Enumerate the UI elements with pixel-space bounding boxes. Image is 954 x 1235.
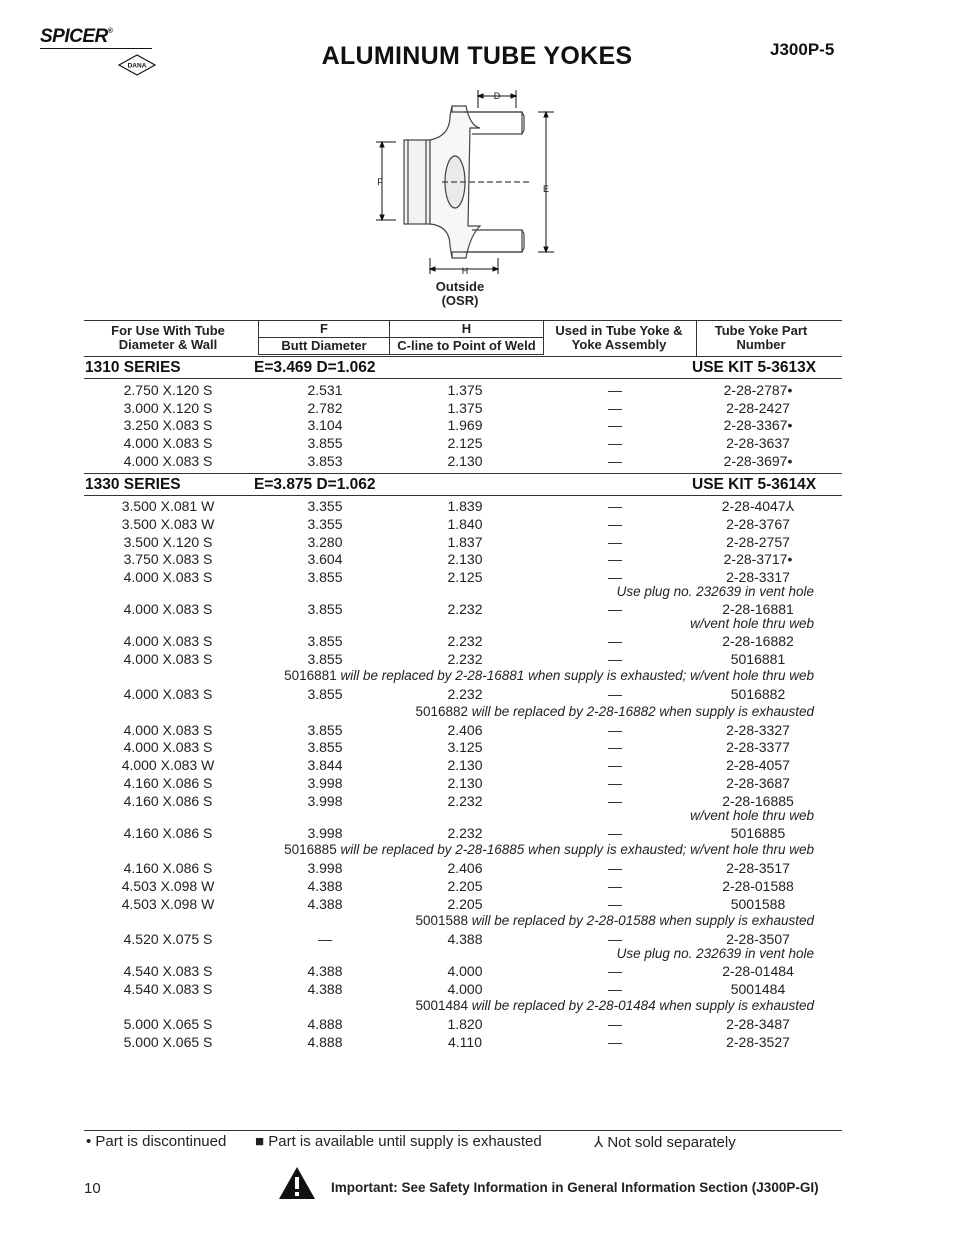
row-note: 5001484 will be replaced by 2-28-01484 when supply is exhausted <box>415 998 814 1013</box>
table-row: 4.503 X.098 W 4.388 2.205 — 5001588 <box>121 896 786 912</box>
table-row: 4.000 X.083 S 3.855 2.232 — 2-28-16882 <box>123 633 794 649</box>
header-divider <box>696 320 697 356</box>
series-1330-dims: E=3.875 D=1.062 <box>254 476 376 493</box>
spicer-logo: SPICER® <box>40 26 113 47</box>
row-note: 5016882 will be replaced by 2-28-16882 when supply is exhausted <box>415 704 814 719</box>
page-number: 10 <box>84 1180 101 1197</box>
header-h-letter: H <box>389 320 544 338</box>
table-row: 4.520 X.075 S — 4.388 — 2-28-3507 <box>123 931 790 947</box>
warning-icon <box>278 1166 316 1200</box>
table-row: 5.000 X.065 S 4.888 1.820 — 2-28-3487 <box>123 1016 790 1032</box>
diagram-caption: Outside (OSR) <box>435 279 485 308</box>
table-row: 3.500 X.081 W 3.355 1.839 — 2-28-4047⅄ <box>121 498 795 514</box>
table-row: 4.540 X.083 S 4.388 4.000 — 2-28-01484 <box>123 963 794 979</box>
table-row: 4.000 X.083 S 3.855 2.125 — 2-28-3317 <box>123 569 790 585</box>
table-row: 5.000 X.065 S 4.888 4.110 — 2-28-3527 <box>123 1034 790 1050</box>
table-row: 4.160 X.086 S 3.998 2.130 — 2-28-3687 <box>123 775 790 791</box>
table-row: 4.000 X.083 S 3.855 2.406 — 2-28-3327 <box>123 722 790 738</box>
legend-discontinued: • Part is discontinued <box>86 1133 227 1150</box>
row-note: w/vent hole thru web <box>690 616 814 631</box>
header-c-line: C-line to Point of Weld <box>389 337 544 355</box>
row-note: Use plug no. 232639 in vent hole <box>616 584 814 599</box>
table-row: 4.503 X.098 W 4.388 2.205 — 2-28-01588 <box>121 878 794 894</box>
dimension-e-label: E <box>542 184 550 194</box>
table-row: 4.160 X.086 S 3.998 2.232 — 5016885 <box>123 825 786 841</box>
header-butt-diameter: Butt Diameter <box>258 337 390 355</box>
row-note: w/vent hole thru web <box>690 808 814 823</box>
row-note: 5016885 will be replaced by 2-28-16885 when supply is exhausted; w/vent hole thru web <box>284 842 814 857</box>
series-1310-dims: E=3.469 D=1.062 <box>254 359 376 376</box>
series-1310-top-rule <box>84 356 842 357</box>
header-f-letter: F <box>258 320 390 338</box>
table-row: 4.000 X.083 S 3.855 2.232 — 2-28-16881 <box>123 601 794 617</box>
table-row: 4.000 X.083 S 3.855 2.232 — 5016881 <box>123 651 786 667</box>
table-row: 3.000 X.120 S 2.782 1.375 — 2-28-2427 <box>123 400 790 416</box>
series-1330-kit: USE KIT 5-3614X <box>692 476 817 493</box>
table-row: 4.000 X.083 S 3.853 2.130 — 2-28-3697• <box>123 453 793 469</box>
legend-rule <box>84 1130 842 1131</box>
dimension-h-label: H <box>461 266 469 276</box>
row-note: 5016881 will be replaced by 2-28-16881 when supply is exhausted; w/vent hole thru web <box>284 668 814 683</box>
table-row: 4.000 X.083 W 3.844 2.130 — 2-28-4057 <box>121 757 790 773</box>
table-row: 4.160 X.086 S 3.998 2.232 — 2-28-16885 <box>123 793 794 809</box>
series-1310-bottom-rule <box>84 378 842 379</box>
series-1330-bottom-rule <box>84 495 842 496</box>
dimension-f-label: F <box>377 177 383 187</box>
table-row: 3.750 X.083 S 3.604 2.130 — 2-28-3717• <box>123 551 793 567</box>
table-row: 4.540 X.083 S 4.388 4.000 — 5001484 <box>123 981 786 997</box>
row-note: 5001588 will be replaced by 2-28-01588 when supply is exhausted <box>415 913 814 928</box>
table-row: 4.000 X.083 S 3.855 2.232 — 5016882 <box>123 686 786 702</box>
header-used-in: Used in Tube Yoke & Yoke Assembly <box>555 323 683 352</box>
series-1330-name: 1330 SERIES <box>85 476 181 493</box>
table-row: 2.750 X.120 S 2.531 1.375 — 2-28-2787• <box>123 382 793 398</box>
dimension-d-label: D <box>493 91 501 101</box>
table-row: 3.500 X.083 W 3.355 1.840 — 2-28-3767 <box>121 516 790 532</box>
table-row: 3.500 X.120 S 3.280 1.837 — 2-28-2757 <box>123 534 790 550</box>
series-1310-kit: USE KIT 5-3613X <box>692 359 817 376</box>
header-tube-diameter: For Use With Tube Diameter & Wall <box>111 323 225 352</box>
table-row: 4.000 X.083 S 3.855 2.125 — 2-28-3637 <box>123 435 790 451</box>
legend-not-sold: ⅄ Not sold separately <box>594 1134 736 1151</box>
table-row: 4.000 X.083 S 3.855 3.125 — 2-28-3377 <box>123 739 790 755</box>
document-code: J300P-5 <box>770 40 835 59</box>
page-title: ALUMINUM TUBE YOKES <box>321 42 633 70</box>
dana-logo-text: DANA <box>127 62 147 70</box>
tube-yoke-diagram <box>360 86 580 278</box>
table-row: 3.250 X.083 S 3.104 1.969 — 2-28-3367• <box>123 417 793 433</box>
table-row: 4.160 X.086 S 3.998 2.406 — 2-28-3517 <box>123 860 790 876</box>
series-1330-top-rule <box>84 473 842 474</box>
series-1310-name: 1310 SERIES <box>85 359 181 376</box>
legend-available: ■ Part is available until supply is exhausted <box>255 1133 542 1150</box>
header-part-number: Tube Yoke Part Number <box>714 323 808 352</box>
safety-notice: Important: See Safety Information in General Information Section (J300P-GI) <box>331 1180 819 1195</box>
row-note: Use plug no. 232639 in vent hole <box>616 946 814 961</box>
